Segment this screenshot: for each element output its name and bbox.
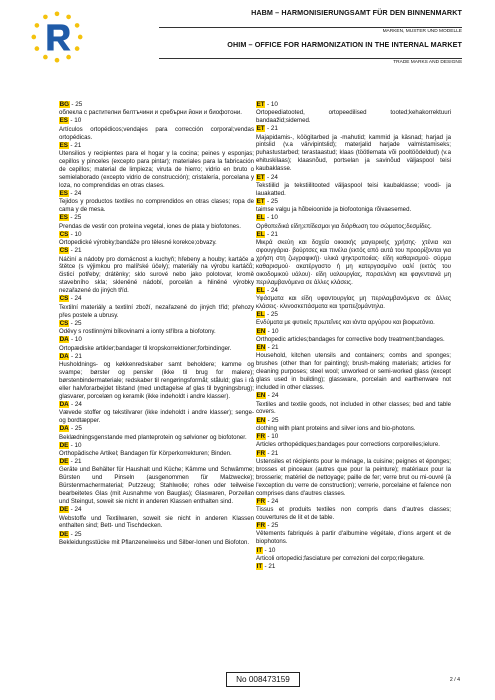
separator: - <box>68 117 75 125</box>
separator: - <box>265 416 272 424</box>
entry-header <box>256 392 451 400</box>
ohim-logo <box>28 8 86 66</box>
entry-header <box>59 320 254 328</box>
separator: - <box>69 336 75 344</box>
language-code: EL <box>256 286 265 294</box>
nice-class-number: 25 <box>74 319 82 327</box>
separator: - <box>68 247 75 255</box>
language-code: FR <box>256 522 265 530</box>
nice-class-number: 25 <box>74 530 82 538</box>
entry-header <box>256 101 451 109</box>
nice-class-number: 21 <box>270 125 278 133</box>
class-entry <box>59 401 254 425</box>
goods-description: Geräte und Behälter für Haushalt und Küche; Kämme und Schwämme; Bürsten und Pinseln (ausgenommen für Malzwecke); Bürstenmachermaterial; Putzzeug; Stahlwolle; rohes oder teilweise bearbeitetes Glas (mit Ausnahme von Bauglas); Glaswaren, Porzellan und Steingut, soweit sie nicht in anderen Klassen enthalten sind. <box>59 466 254 506</box>
language-code: CS <box>59 295 69 303</box>
class-entry <box>256 214 451 230</box>
goods-description: Textilní materiály a textilní zboží, nezařazené do jiných tříd; přehozy přes postele a ubrusy. <box>59 303 254 319</box>
class-entry <box>256 344 451 392</box>
language-code: FR <box>256 433 265 441</box>
entry-header <box>59 336 254 344</box>
separator: - <box>265 286 271 294</box>
goods-description: Ορθοπεδικά είδη;επίδεσμοι για διόρθωση του σώματος;δεσμίδες. <box>256 222 432 230</box>
goods-description: Articles orthopédiques;bandages pour corrections corporelles;ielure. <box>256 441 440 449</box>
goods-description: taimse valgu ja hõbeioonide ja biofootoniga rõivaesemed. <box>256 206 412 214</box>
language-code: DA <box>59 336 69 344</box>
office-en-block <box>227 40 462 49</box>
entry-header <box>256 563 451 571</box>
language-code: IT <box>256 546 263 554</box>
entry-header <box>256 344 451 352</box>
goods-description: Textiles and textile goods, not included in other classes; bed and table covers. <box>256 400 451 416</box>
class-entry <box>59 295 254 319</box>
separator: - <box>68 141 75 149</box>
goods-description: Majapidamis-, köögitarbed ja -mahutid; kammid ja käsnad; harjad ja pintslid (v.a värvipintslid); materjalid harjade valmistamiseks; puhastustarbed; terastaastud; klaas (töötlemata või pooltöödeldud) (v.a ehituskilaas); klaasnõud, portselan ja savinõud väljaspool teisi kaubaklasse. <box>256 133 451 173</box>
separator: - <box>265 197 271 205</box>
class-entry <box>256 174 451 198</box>
page-indicator: 2 / 4 <box>449 677 460 683</box>
class-entry <box>59 117 254 141</box>
nice-class-number: 25 <box>75 101 83 108</box>
language-code: CS <box>59 247 69 255</box>
separator: - <box>265 173 271 181</box>
nice-class-number: 10 <box>268 546 276 554</box>
class-entry <box>256 522 451 546</box>
nice-class-number: 25 <box>74 425 82 433</box>
language-code: DA <box>59 425 69 433</box>
separator: - <box>265 101 271 108</box>
goods-list-left-column <box>59 101 254 547</box>
nice-class-number: 24 <box>74 295 82 303</box>
page-header <box>0 0 495 100</box>
class-entry <box>256 101 451 125</box>
entry-header <box>59 353 254 361</box>
office-subtitle-en: TRADE MARKS AND DESIGNS <box>393 60 462 65</box>
class-entry <box>59 101 254 117</box>
nice-class-number: 25 <box>270 197 278 205</box>
class-entry <box>256 198 451 214</box>
entry-header <box>59 231 254 239</box>
language-code: EL <box>256 230 265 238</box>
entry-header <box>59 401 254 409</box>
entry-header <box>59 295 254 303</box>
language-code: FR <box>256 449 265 457</box>
goods-description: clothing with plant proteins and silver ions and bio-photons. <box>256 424 416 432</box>
nice-class-number: 24 <box>271 392 279 400</box>
separator: - <box>69 352 75 360</box>
goods-description: Náčiní a nádoby pro domácnost a kuchyň; hřebeny a houby; kartáče a štětce (s výjimkou pro malířské účely); materiály na výrobu kartáčů; čisticí potřeby; drátěnky; sklo surové nebo jako polotovar, kromě stavebního skla; skleněné nádobí, porcelán a hliněné výrobky nezařazené do jiných tříd. <box>59 255 254 295</box>
nice-class-number: 25 <box>74 214 82 222</box>
language-code: ET <box>256 197 265 205</box>
nice-class-number: 25 <box>270 311 278 319</box>
class-entry <box>59 506 254 530</box>
class-entry <box>59 336 254 352</box>
nice-class-number: 24 <box>271 497 279 505</box>
office-name-en: OHIM – OFFICE FOR HARMONIZATION IN THE INTERNAL MARKET <box>227 40 462 49</box>
nice-class-number: 24 <box>74 400 82 408</box>
goods-description: Ortopædiske artikler;bandager til kropskorrektioner;forbindinger. <box>59 344 232 352</box>
nice-class-number: 21 <box>74 458 82 466</box>
entry-header <box>59 442 254 450</box>
entry-header <box>59 458 254 466</box>
office-de-sub-block <box>383 28 462 34</box>
separator: - <box>69 425 75 433</box>
entry-header <box>59 101 254 109</box>
document-number-box: No 008473159 <box>226 672 300 687</box>
goods-description: Tissus et produits textiles non compris dans d'autres classes; couvertures de lit et de table. <box>256 506 451 521</box>
nice-class-number: 21 <box>271 344 279 352</box>
class-entry <box>59 458 254 506</box>
separator: - <box>68 441 75 449</box>
class-entry <box>256 498 451 522</box>
entry-header <box>256 198 451 206</box>
separator: - <box>265 311 271 319</box>
nice-class-number: 21 <box>74 352 82 360</box>
entry-header <box>256 214 451 222</box>
nice-class-number: 25 <box>271 416 279 424</box>
language-code: FR <box>256 497 265 505</box>
entry-header <box>256 450 451 458</box>
goods-description: Oděvy s rostlinnými bílkovinami a ionty stříbra a biofotony. <box>59 328 216 336</box>
class-entry <box>59 247 254 295</box>
language-code: ET <box>256 101 265 108</box>
language-code: EN <box>256 392 266 400</box>
class-entry <box>256 125 451 173</box>
goods-description: Tekstiilid ja tekstiilitooted väljaspool teisi kaubaklasse; voodi- ja lauakatted. <box>256 181 451 197</box>
separator: - <box>68 295 75 303</box>
nice-class-number: 21 <box>270 230 278 238</box>
entry-header <box>256 125 451 133</box>
goods-description: Vêtements fabriqués à partir d'albumine végétale, d'ions argent et de biophotons. <box>256 530 451 546</box>
nice-class-number: 10 <box>271 433 279 441</box>
entry-header <box>59 117 254 125</box>
nice-class-number: 25 <box>271 522 279 530</box>
language-code: ES <box>59 214 68 222</box>
class-entry <box>59 190 254 214</box>
class-entry <box>256 547 451 563</box>
office-name-de: HABM – HARMONISIERUNGSAMT FÜR DEN BINNENMARKT <box>251 8 462 17</box>
nice-class-number: 24 <box>74 189 82 197</box>
entry-header <box>59 425 254 433</box>
entry-header <box>256 417 451 425</box>
language-code: BG <box>59 101 70 108</box>
class-entry <box>256 392 451 416</box>
class-entry <box>59 320 254 336</box>
office-subtitle-de: MARKEN, MUSTER UND MODELLE <box>382 29 462 34</box>
goods-description: Ortopeediatooted, ortopeedilised tooted;kehakorrektuuri bandaažid;sidemed. <box>256 109 451 125</box>
entry-header <box>256 311 451 319</box>
separator: - <box>68 230 75 238</box>
goods-description: Articoli ortopedici;fasciature per correzioni del corpo;rilegature. <box>256 554 425 562</box>
separator: - <box>262 563 269 571</box>
class-entry <box>256 450 451 498</box>
nice-class-number: 24 <box>270 286 278 294</box>
nice-class-number: 10 <box>74 336 82 344</box>
separator: - <box>68 189 75 197</box>
class-entry <box>59 531 254 547</box>
entry-header <box>256 287 451 295</box>
language-code: ET <box>256 173 265 181</box>
language-code: DA <box>59 400 69 408</box>
language-code: DE <box>59 530 69 538</box>
language-code: ES <box>59 141 68 149</box>
separator: - <box>265 433 272 441</box>
entry-header <box>59 190 254 198</box>
nice-class-number: 21 <box>74 141 82 149</box>
class-entry <box>59 231 254 247</box>
separator: - <box>265 449 272 457</box>
class-entry <box>256 417 451 433</box>
goods-description: Ustensiles et récipients pour le ménage, la cuisine; peignes et éponges; brosses et pinceaux (autres que pour la peinture); matériaux pour la brosserie; matériel de nettoyage; paille de fer; verre brut ou mi-ouvré (à l'exception du verre de construction); verrerie, porcelaine et faïence non comprises dans d'autres classes. <box>256 457 451 497</box>
language-code: ES <box>59 189 68 197</box>
entry-header <box>256 433 451 441</box>
class-entry <box>59 142 254 190</box>
separator: - <box>69 101 76 108</box>
goods-list-right-column <box>256 101 451 572</box>
goods-description: облекла с растителни бeлтъчини и сребърни йони и биофотони. <box>59 109 242 117</box>
goods-description: Utensilios y recipientes para el hogar y la cocina; peines y esponjas; cepillos y pinceles (excepto para pintar); materiales para la fabricación de cepillos; material de limpieza; viruta de hierro; vidrio en bruto o semielaborado (excepto vidrio de construcción); cristalería, porcelana y loza, no comprendidas en otras clases. <box>59 150 254 189</box>
nice-class-number: 24 <box>74 506 82 514</box>
nice-class-number: 10 <box>74 441 82 449</box>
goods-description: Orthopedic articles;bandages for corrective body treatment;bandages. <box>256 335 445 343</box>
language-code: EL <box>256 311 265 319</box>
separator: - <box>265 230 271 238</box>
separator: - <box>265 497 272 505</box>
language-code: EN <box>256 344 266 352</box>
language-code: CS <box>59 230 69 238</box>
nice-class-number: 10 <box>271 327 279 335</box>
entry-header <box>59 142 254 150</box>
office-de-block <box>251 8 462 17</box>
nice-class-number: 21 <box>74 247 82 255</box>
separator: - <box>265 327 272 335</box>
nice-class-number: 10 <box>270 214 278 222</box>
registered-r-icon <box>47 24 70 50</box>
nice-class-number: 10 <box>270 101 278 108</box>
entry-header <box>59 506 254 514</box>
entry-header <box>256 328 451 336</box>
goods-description: Tejidos y productos textiles no comprendidos en otras clases; ropa de cama y de mesa. <box>59 198 254 214</box>
goods-description: Μικρά σκεύη και δοχεία οικιακής μαγειρικής χρήσης· χτένια και σφουγγάρια· βούρτσες και πινέλα (εκτός από αυτά του προορίζονται για χρήση στη ζωγραφική)· υλικά ψηκτροποιίας· είδη καθαρισμού· σύρμα καθαρισμού· ακατέργαστο ή μη κατεργασμένο υαλί (εκτός του οικοδομικού υάλου)· είδη υαλουργίας, πορσελάνη και φαγεντιανά μη περιλαμβανόμενα σε άλλες κλάσεις. <box>256 239 451 286</box>
nice-class-number: 10 <box>74 117 82 125</box>
goods-description: Beklædningsgenstande med planteprotein og sølvioner og biofotoner. <box>59 433 247 441</box>
goods-description: Vævede stoffer og tekstilvarer (ikke indeholdt i andre klasser); senge- og bordtæpper. <box>59 409 254 425</box>
separator: - <box>265 125 271 133</box>
goods-description: Webstoffe und Textilwaren, soweit sie nicht in anderen Klassen enthalten sind; Bett- und Tischdecken. <box>59 514 254 530</box>
entry-header <box>256 547 451 555</box>
class-entry <box>59 425 254 441</box>
office-en-sub-block <box>393 59 462 65</box>
class-entry <box>256 311 451 327</box>
separator: - <box>68 458 75 466</box>
entry-header <box>256 231 451 239</box>
separator: - <box>265 214 271 222</box>
language-code: ET <box>256 125 265 133</box>
class-entry <box>256 563 451 571</box>
nice-class-number: 21 <box>271 449 279 457</box>
goods-description: Ortopedické výrobky;bandáže pro tělesné korekce;obvazy. <box>59 239 217 247</box>
language-code: DE <box>59 441 69 449</box>
class-entry <box>256 231 451 287</box>
language-code: CS <box>59 319 69 327</box>
class-entry <box>256 287 451 311</box>
nice-class-number: 24 <box>270 173 278 181</box>
entry-header <box>256 498 451 506</box>
goods-description: Ενδύματα με φυτικές πρωτεΐνες και ιόντα αργύρου και βιοφωτόνιο. <box>256 319 435 327</box>
separator: - <box>68 530 75 538</box>
entry-header <box>256 174 451 182</box>
goods-description: Household, kitchen utensils and containers; combs and sponges; brushes (other than for painting); brush-making materials; articles for cleaning purposes; steel wool; unworked or semi-worked glass (except glass used in building); glassware, porcelain and earthenware not included in other classes. <box>256 352 451 392</box>
separator: - <box>265 344 272 352</box>
language-code: EN <box>256 416 266 424</box>
language-code: IT <box>256 563 263 571</box>
class-entry <box>59 442 254 458</box>
nice-class-number: 21 <box>268 563 276 571</box>
language-code: ES <box>59 117 68 125</box>
separator: - <box>265 392 272 400</box>
goods-description: Artículos ortopédicos;vendajes para corrección corporal;vendas ortopédicas. <box>59 125 254 141</box>
entry-header <box>59 531 254 539</box>
language-code: DE <box>59 506 69 514</box>
separator: - <box>68 506 75 514</box>
separator: - <box>68 319 75 327</box>
nice-class-number: 10 <box>74 230 82 238</box>
entry-header <box>59 247 254 255</box>
language-code: EL <box>256 214 265 222</box>
language-code: DA <box>59 352 69 360</box>
entry-header <box>256 522 451 530</box>
separator: - <box>69 400 75 408</box>
language-code: EN <box>256 327 266 335</box>
goods-description: Husholdnings- og køkkenredskaber samt beholdere; kamme og svampe; børster og pensler (ikke til brug for malere); børstenbindermateriale; redskaber til rengøringsformål; ståluld; glas i rå eller halvforarbejdet tilstand (med undtagelse af glas til bygningsbrug); glasvarer, porcelæn og keramik (ikke indeholdt i andre klasser). <box>59 361 254 400</box>
entry-header <box>59 214 254 222</box>
language-code: DE <box>59 458 69 466</box>
class-entry <box>256 328 451 344</box>
goods-description: Bekleidungsstücke mit Pflanzeneiweiss und Silber-Ionen und Biofoton. <box>59 538 250 546</box>
class-entry <box>59 353 254 401</box>
separator: - <box>262 546 269 554</box>
class-entry <box>59 214 254 230</box>
class-entry <box>256 433 451 449</box>
goods-description: Orthopädische Artikel; Bandagen für Körperkorrekturen; Binden. <box>59 449 232 457</box>
goods-description: Υφάσματα και είδη υφαντουργίας μη περιλαμβανόμενα σε άλλες κλάσεις· κλινοσκεπάσματα και τραπεζομάντηλα. <box>256 295 451 310</box>
goods-description: Prendas de vestir con proteína vegetal, iones de plata y biofotones. <box>59 222 241 230</box>
separator: - <box>265 522 272 530</box>
separator: - <box>68 214 75 222</box>
